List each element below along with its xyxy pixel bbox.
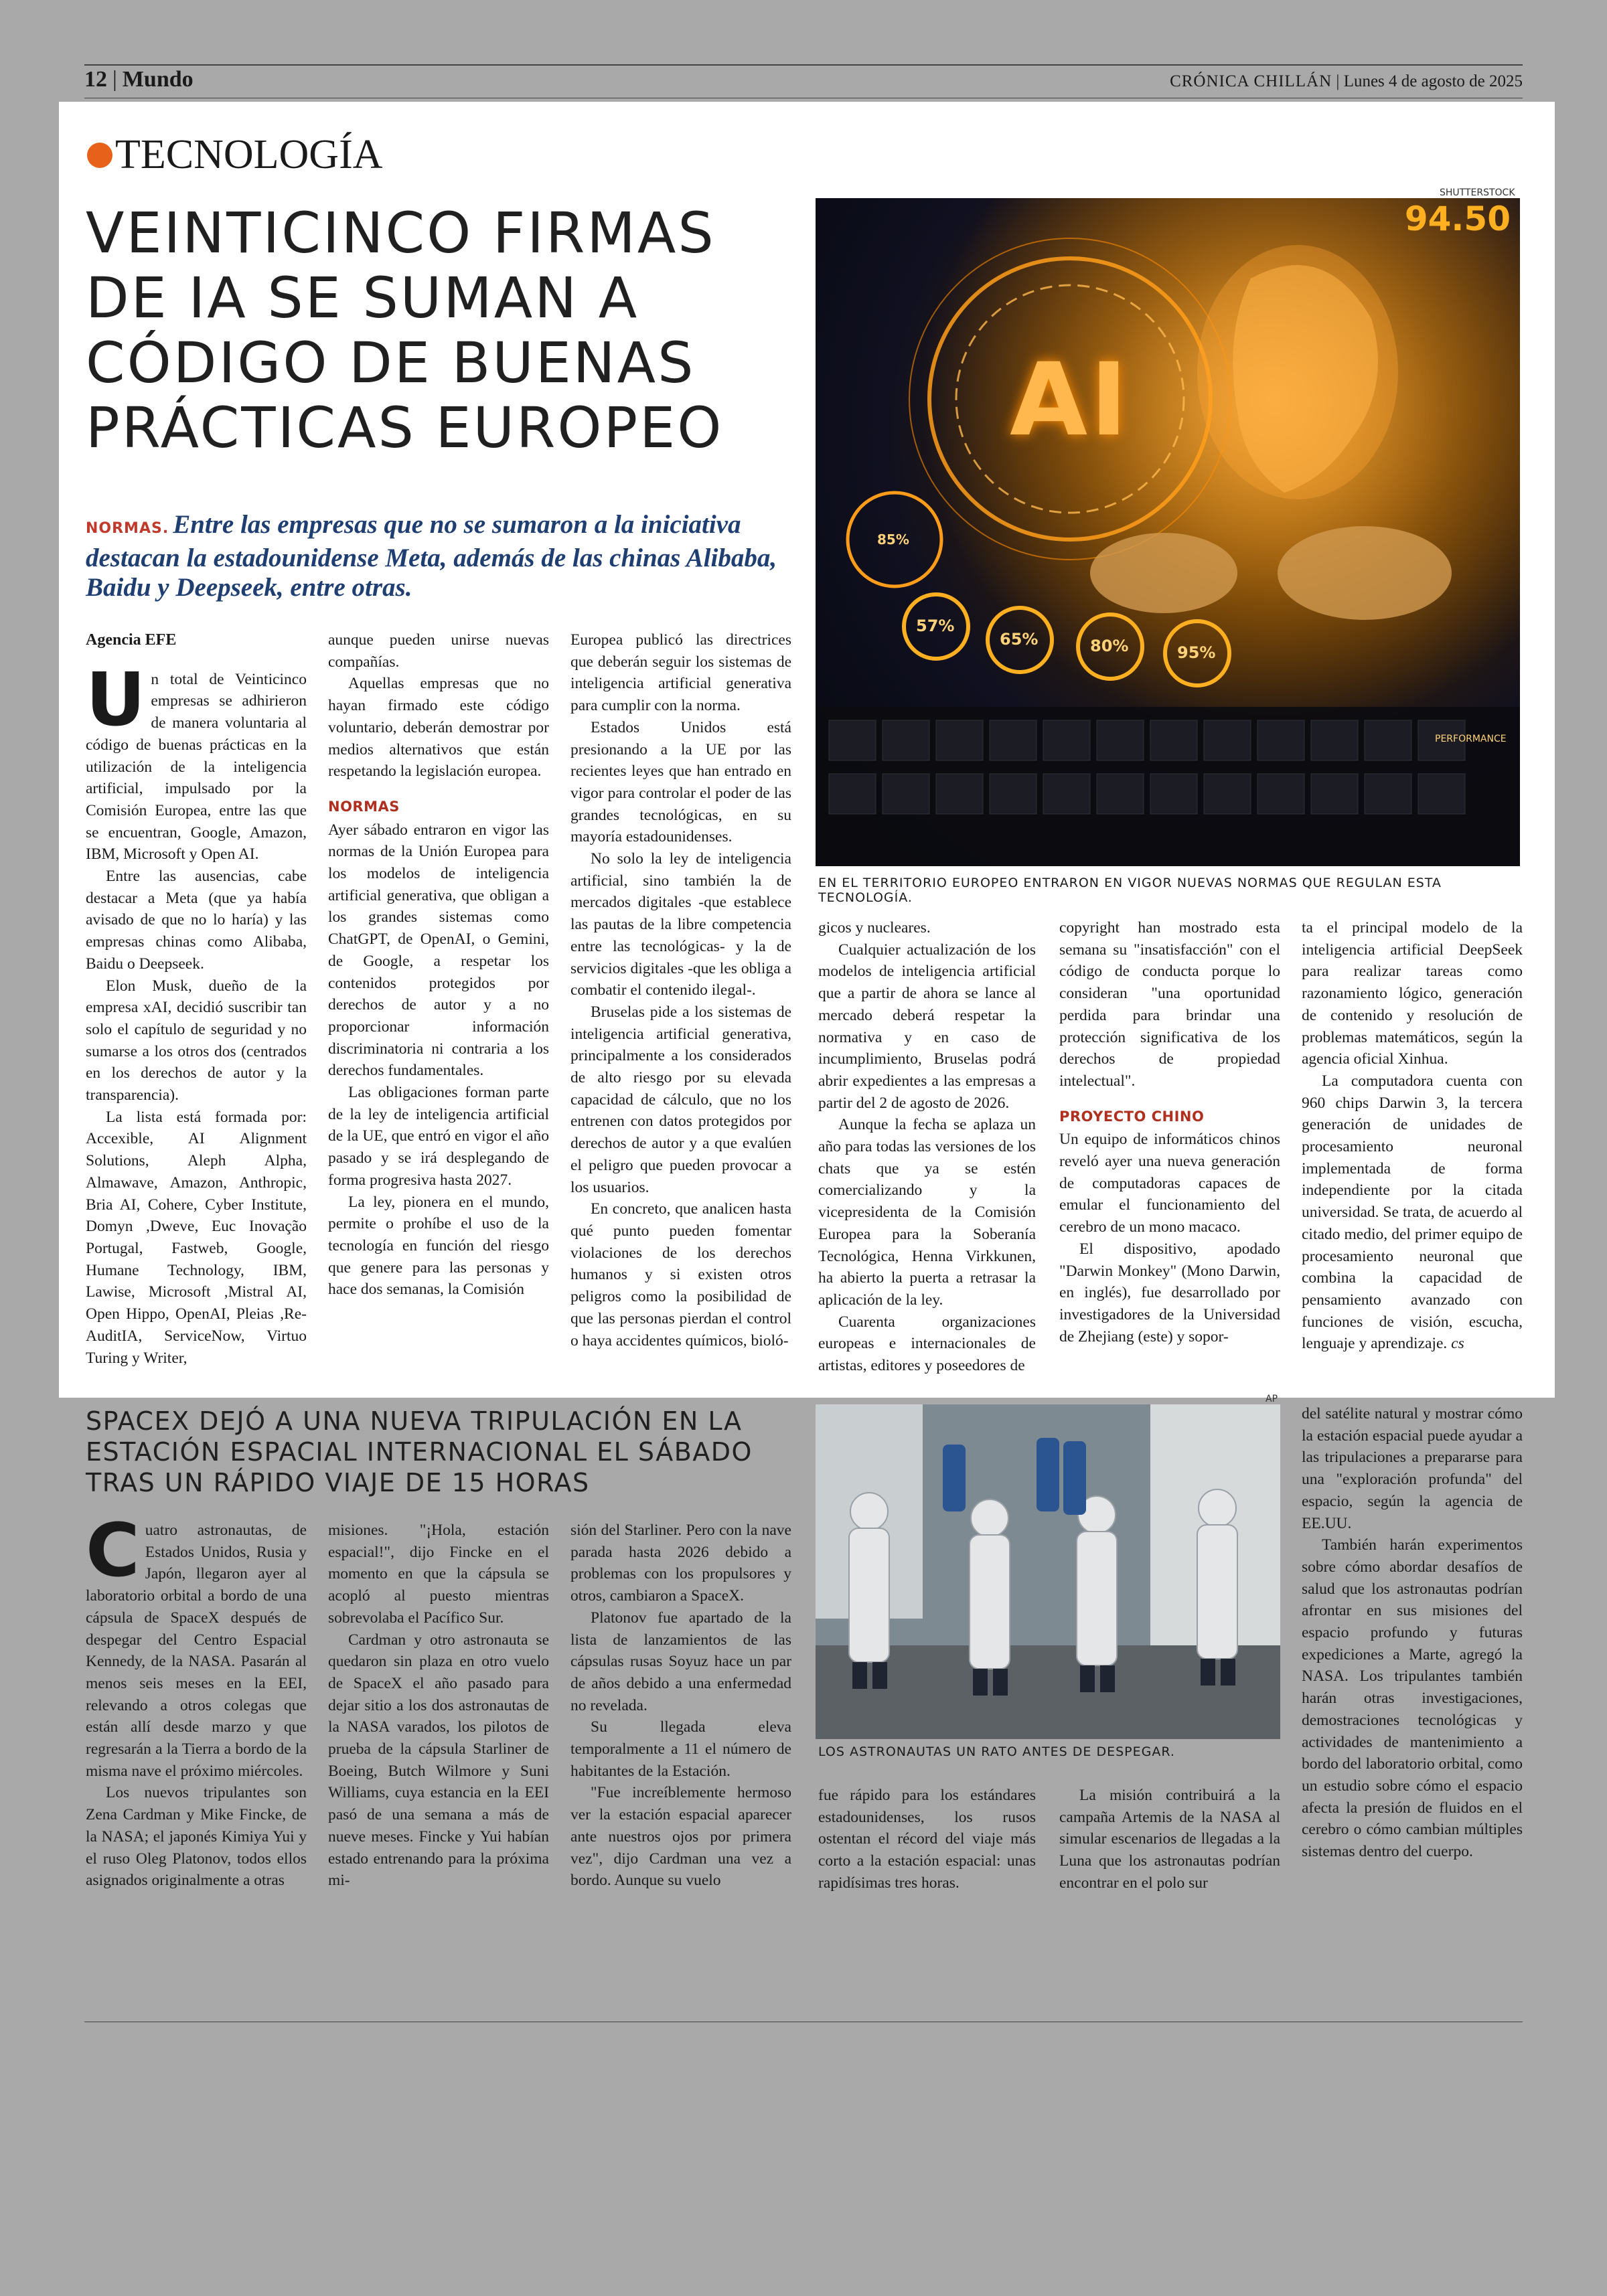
issue-date: Lunes 4 de agosto de 2025 xyxy=(1343,72,1523,90)
paragraph: En concreto, que analicen hasta qué punto pueden fomentar violaciones de los derechos humanos y si existen otros peligros como la posibilidad de que las personas pierdan el control o haya accidentes químicos, bioló- xyxy=(570,1200,791,1349)
paragraph: La computadora cuenta con 960 chips Darwin 3, la tercera generación de unidades de procesamiento neuronal implementada de forma independiente por la citada universidad. Se trata, de acuerdo al citado medio, del primer equipo de procesamiento neuronal que combina la capacidad de pensamiento avanzado con funciones de visión, escucha, lenguaje y aprendizaje. cs xyxy=(1302,1072,1523,1353)
paragraph: Aunque la fecha se aplaza un año para todas las versiones de los chats que ya se estén comercializando y la vicepresidenta de la Comisión Europea para la Soberanía Tecnológica, Henna Virkkunen, ha abierto la puerta a retrasar la aplicación de la ley. xyxy=(818,1116,1036,1309)
article-col-2 xyxy=(328,629,549,1301)
paragraph: Elon Musk, dueño de la empresa xAI, decidió suscribir tan solo el capítulo de seguridad y no sumarse a los otros dos (centrados en los derechos de autor y la transparencia). xyxy=(86,977,307,1104)
second-col-1 xyxy=(86,1507,307,1892)
ai-photo xyxy=(816,198,1520,866)
paragraph: Ayer sábado entraron en vigor las normas de la Unión Europea para los modelos de inteligencia artificial generativa, que obligan a los grandes sistemas como ChatGPT, de OpenAI, o Gemini, de Google, a respetar los contenidos protegidos por derechos de autor y a no proporcionar información discriminatoria ni contraria a los derechos fundamentales. xyxy=(328,821,549,1080)
paragraph: Los nuevos tripulantes son Zena Cardman y Mike Fincke, de la NASA; el japonés Kimiya Yui y el ruso Oleg Platonov, todos ellos asignados originalmente a otras xyxy=(86,1784,307,1890)
photo-caption: EN EL TERRITORIO EUROPEO ENTRARON EN VIGOR NUEVAS NORMAS QUE REGULAN ESTA TECNOLOGÍA. xyxy=(818,876,1442,905)
lead-text: Entre las empresas que no se sumaron a la iniciativa destacan la estadounidense Meta, además de las chinas Alibaba, Baidu y Deepseek, entre otras. xyxy=(86,510,777,602)
ai-photo-illustration xyxy=(816,198,1520,866)
paragraph: gicos y nucleares. xyxy=(818,919,931,936)
second-col-6 xyxy=(1302,1403,1523,1863)
subhead-normas: NORMAS xyxy=(328,798,400,815)
page-section: Mundo xyxy=(122,67,194,92)
article-col-3 xyxy=(570,629,791,1351)
second-headline: SPACEX DEJÓ A UNA NUEVA TRIPULACIÓN EN LA ESTACIÓN ESPACIAL INTERNACIONAL EL SÁBADO TRAS UN RÁPIDO VIAJE DE 15 HORAS xyxy=(86,1406,753,1497)
end-mark: cs xyxy=(1451,1335,1464,1353)
paragraph: fue rápido para los estándares estadounidenses, los rusos ostentan el récord del viaje más corto a la estación espacial: unas rapidísimas tres horas. xyxy=(818,1787,1036,1892)
paragraph: Cualquier actualización de los modelos de inteligencia artificial que a partir de ahora se lance al mercado deberá respetar la normativa y en caso de incumplimiento, Bruselas podrá abrir expedientes a las empresas a partir del 2 de agosto de 2026. xyxy=(818,940,1036,1112)
section-dot-icon xyxy=(87,143,112,168)
paragraph: La ley, pionera en el mundo, permite o prohíbe el uso de la tecnología en función del riesgo que genere para las personas y hace dos semanas, la Comisión xyxy=(328,1193,549,1299)
drop-cap: U xyxy=(86,656,146,742)
paragraph: misiones. "¡Hola, estación espacial!", dijo Fincke en el momento en que la cápsula se acopló al puesto mientras sobrevolaba el Pacífico Sur. xyxy=(328,1522,549,1627)
astronauts-photo-illustration xyxy=(816,1404,1280,1739)
paragraph: No solo la ley de inteligencia artificial, sino también la de mercados digitales -que establece las pautas de la libre competencia entre las tecnológicas- y la de servicios digitales -que les obliga a combatir el contenido ilegal-. xyxy=(570,850,791,999)
section-label-text: TECNOLOGÍA xyxy=(115,132,383,177)
paragraph: Estados Unidos está presionando a la UE por las recientes leyes que han entrado en vigor para controlar el poder de las grandes tecnológicas, en su mayoría estadounidenses. xyxy=(570,718,791,846)
photo-gauge-3: 80% xyxy=(1090,637,1129,655)
paragraph: Un total de Veinticinco empresas se adhirieron de manera voluntaria al código de buenas prácticas en la utilización de la inteligencia artificial, impulsado por la Comisión Europea, entre las que se encuentran, Google, Amazon, IBM, Microsoft y Open AI. xyxy=(86,656,307,864)
astronauts-photo xyxy=(816,1404,1280,1739)
paragraph: La misión contribuirá a la campaña Artemis de la NASA al simular escenarios de llegadas a la Luna que los astronautas podrían encontrar en el polo sur xyxy=(1059,1787,1280,1892)
paragraph: Platonov fue apartado de la lista de lanzamientos de las cápsulas rusas Soyuz hace un par de años debido a una enfermedad no revelada. xyxy=(570,1609,791,1714)
page-folio: 12 | Mundo xyxy=(84,67,194,92)
paragraph: El dispositivo, apodado "Darwin Monkey" (Mono Darwin, en inglés), fue desarrollado por investigadores de la Universidad de Zhejiang (este) y sopor- xyxy=(1059,1240,1280,1345)
article-col-5 xyxy=(1059,917,1280,1347)
paragraph: Cardman y otro astronauta se quedaron sin plaza en otro vuelo de SpaceX el año pasado para dejar sitio a los dos astronautas de la NASA varados, los pilotos de prueba de la cápsula Starliner de Boeing, Butch Wilmore y Suni Williams, cuya estancia en la EEI pasó de una semana a más de nueve meses. Fincke y Yui habían estado entrenando para la próxima mi- xyxy=(328,1631,549,1890)
second-col-5 xyxy=(1059,1785,1280,1894)
article-col-6 xyxy=(1302,917,1523,1355)
byline: Agencia EFE xyxy=(86,631,177,649)
paragraph: copyright han mostrado esta semana su "insatisfacción" con el código de conducta porque lo consideran "una oportunidad perdida para brindar una protección significativa de los derechos de propiedad intelectual". xyxy=(1059,919,1280,1090)
paragraph: sión del Starliner. Pero con la nave parada hasta 2026 debido a problemas con los propulsores y otros, cambiaron a SpaceX. xyxy=(570,1522,791,1605)
paragraph: Europea publicó las directrices que deberán seguir los sistemas de inteligencia artificial generativa para cumplir con la norma. xyxy=(570,631,791,715)
paragraph: También harán experimentos sobre cómo abordar desafíos de salud que los astronautas podrían afrontar en sus misiones del espacio profundo y futuras expediciones a Marte, agregó la NASA. Los tripulantes también harán otras investigaciones, demostraciones tecnológicas y actividades de mantenimiento a bordo del laboratorio orbital, como un estudio sobre cómo el espacio afecta la presión de fluidos en el cerebro o cómo cambian múltiples sistemas dentro del cuerpo. xyxy=(1302,1536,1523,1861)
masthead: CRÓNICA CHILLÁN | Lunes 4 de agosto de 2025 xyxy=(1170,72,1523,90)
photo-counter: 94.50 xyxy=(1404,199,1511,238)
newspaper-name: CRÓNICA CHILLÁN xyxy=(1170,72,1332,90)
paragraph: "Fue increíblemente hermoso ver la estación espacial aparecer ante nuestros ojos por primera vez", dijo Cardman una vez a bordo. Aunque su vuelo xyxy=(570,1784,791,1890)
drop-cap: C xyxy=(86,1507,140,1593)
paragraph: Cuatro astronautas, de Estados Unidos, Rusia y Japón, llegaron ayer al laboratorio orbital a bordo de una cápsula de SpaceX después de despegar del Centro Espacial Kennedy, de la NASA. Pasarán al menos seis meses en la EEI, relevando a otros colegas que están allí desde marzo y que regresarán a la Tierra a bordo de la misma nave el próximo miércoles. xyxy=(86,1507,307,1780)
paragraph: ta el principal modelo de la inteligencia artificial DeepSeek para realizar tareas como razonamiento lógico, generación de contenido y resolución de problemas matemáticos, según la agencia oficial Xinhua. xyxy=(1302,919,1523,1068)
photo-ai-text: AI xyxy=(1010,342,1130,459)
section-label xyxy=(87,131,383,179)
paragraph: Las obligaciones forman parte de la ley de inteligencia artificial de la UE, que entró en vigor el año pasado y se irá desplegando de forma progresiva hasta 2027. xyxy=(328,1084,549,1189)
paragraph: aunque pueden unirse nuevas compañías. xyxy=(328,631,549,671)
paragraph: Aquellas empresas que no hayan firmado este código voluntario, deberán demostrar por medios alternativos que están respetando la legislación europea. xyxy=(328,675,549,781)
lead-kicker: NORMAS. xyxy=(86,520,169,537)
second-col-4 xyxy=(818,1785,1036,1894)
paragraph: Bruselas pide a los sistemas de inteligencia artificial generativa, principalmente a los considerados de alto riesgo por su elevada capacidad de cálculo, que no los entrenen con datos protegidos por derechos de autor y a que evalúen el peligro que pueden provocar a los usuarios. xyxy=(570,1003,791,1196)
lead-paragraph xyxy=(86,510,789,602)
paragraph: Su llegada eleva temporalmente a 11 el número de habitantes de la Estación. xyxy=(570,1718,791,1780)
header-top-rule xyxy=(84,64,1523,66)
photo-percent-left: 85% xyxy=(877,531,909,548)
main-headline: VEINTICINCO FIRMAS DE IA SE SUMAN A CÓDIGO DE BUENAS PRÁCTICAS EUROPEO xyxy=(86,200,724,461)
paragraph: Un equipo de informáticos chinos reveló ayer una nueva generación de computadoras capaces de emular el funcionamiento del cerebro de un mono macaco. xyxy=(1059,1131,1280,1236)
photo-gauge-4: 95% xyxy=(1177,643,1216,662)
subhead-proyecto-chino: PROYECTO CHINO xyxy=(1059,1108,1205,1125)
photo2-credit: AP xyxy=(1266,1394,1278,1404)
article-col-4 xyxy=(818,917,1036,1377)
photo-credit: SHUTTERSTOCK xyxy=(1440,187,1515,198)
paragraph: Cuarenta organizaciones europeas e internacionales de artistas, editores y poseedores de xyxy=(818,1313,1036,1375)
photo-gauge-2: 65% xyxy=(1000,630,1039,649)
paragraph: Entre las ausencias, cabe destacar a Meta (que ya había avisado de que no lo haría) y las empresas chinas como Alibaba, Baidu o Deepseek. xyxy=(86,868,307,973)
photo-performance: PERFORMANCE xyxy=(1435,734,1507,744)
article-col-1 xyxy=(86,629,307,1369)
second-col-2 xyxy=(328,1520,549,1892)
second-col-3 xyxy=(570,1520,791,1892)
photo2-caption: LOS ASTRONAUTAS UN RATO ANTES DE DESPEGAR. xyxy=(818,1744,1175,1759)
photo-gauge-1: 57% xyxy=(916,617,955,635)
paragraph: La lista está formada por: Accexible, AI Alignment Solutions, Aleph Alpha, Almawave, Amazon, Anthropic, Bria AI, Cohere, Cyber Institute, Domyn ,Dweve, Euc Inovação Portugal, Fastweb, Google, Humane Technology, IBM, Lawise, Microsoft ,Mistral AI, Open Hippo, OpenAI, Pleias ,Re-AuditIA, ServiceNow, Virtuo Turing y Writer, xyxy=(86,1108,307,1367)
page-number: 12 xyxy=(84,67,107,92)
paragraph: del satélite natural y mostrar cómo la estación espacial puede ayudar a las tripulaciones a prepararse para una "exploración profunda" del espacio, según la agencia de EE.UU. xyxy=(1302,1405,1523,1532)
